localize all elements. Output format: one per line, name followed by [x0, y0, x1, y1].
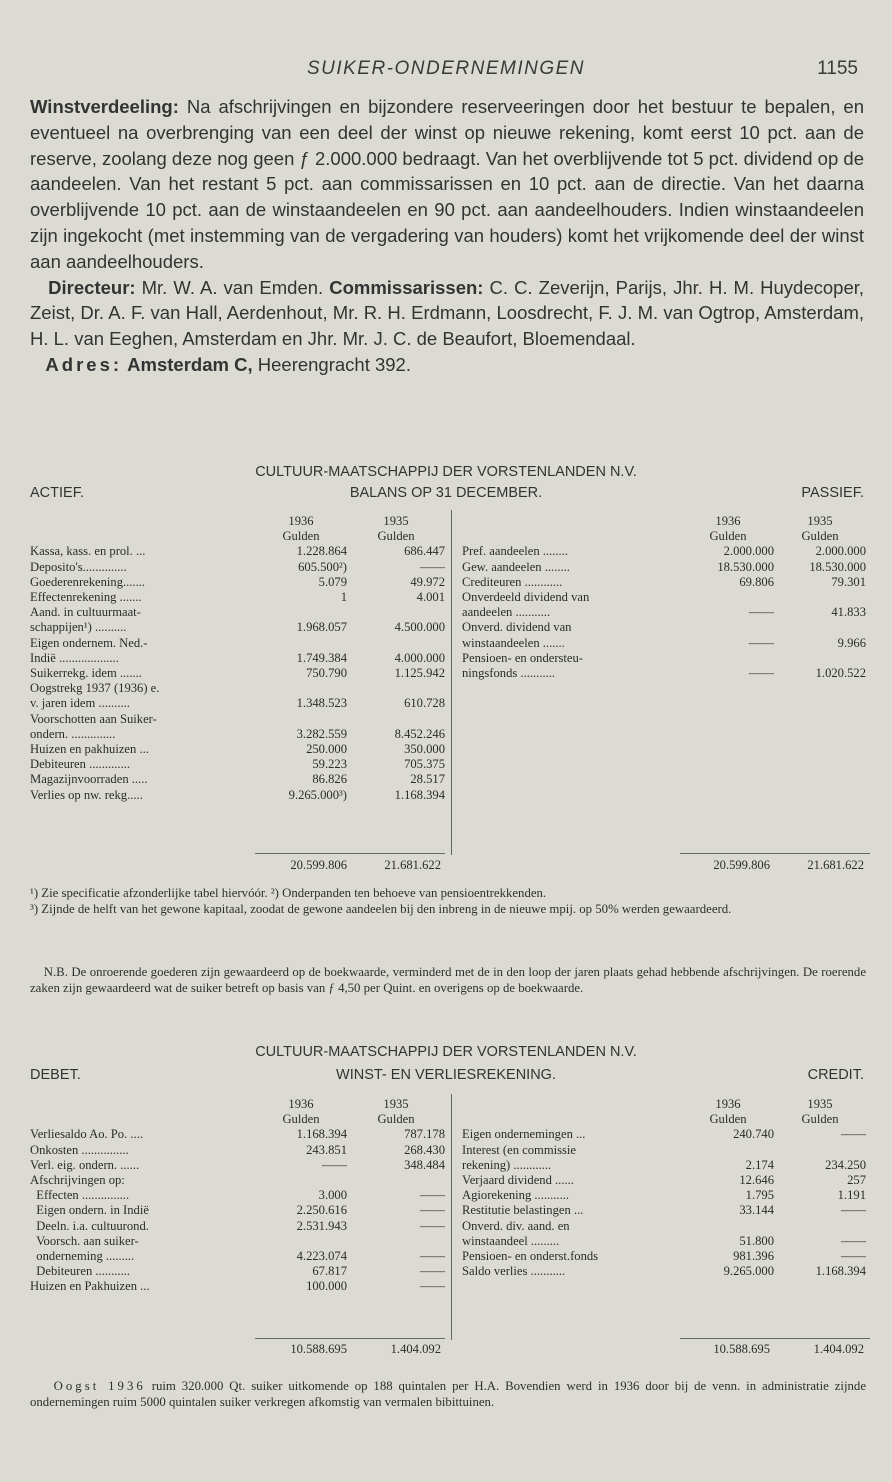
- unit-header: Gulden: [377, 1112, 415, 1127]
- row-label-line: Restitutie belastingen ...: [462, 1203, 584, 1218]
- row-label-line: Debiteuren .............: [30, 757, 131, 772]
- year-header: 1935: [383, 1097, 409, 1111]
- table-row: [30, 1158, 445, 1173]
- running-header: [0, 58, 892, 88]
- value-1935: ——: [840, 1249, 866, 1264]
- value-1936: 981.396: [733, 1249, 774, 1264]
- value-1935: 787.178: [404, 1127, 445, 1142]
- value-1936: 1.795: [745, 1188, 774, 1203]
- value-1935: 234.250: [825, 1157, 866, 1172]
- table-row: [30, 757, 445, 772]
- row-label: [30, 636, 255, 666]
- table-row: [30, 1143, 445, 1158]
- winst-divider: [451, 1094, 452, 1340]
- table-row: [30, 1219, 445, 1234]
- table-row: [30, 742, 445, 757]
- value-1936: ——: [748, 635, 774, 650]
- adres-label: Adres:: [45, 353, 123, 375]
- unit-header: Gulden: [801, 529, 839, 544]
- table-row: [462, 1188, 866, 1203]
- row-label-line: Kassa, kass. en prol. ...: [30, 544, 146, 559]
- row-label-line: Deposito's..............: [30, 559, 127, 574]
- value-1936: ——: [748, 605, 774, 620]
- row-label-line: Pensioen- en onderst.fonds: [462, 1249, 599, 1264]
- value-1935: 705.375: [404, 757, 445, 772]
- winst-company: CULTUUR-MAATSCHAPPIJ DER VORSTENLANDEN N.V.: [255, 1044, 637, 1060]
- value-1936: 243.851: [306, 1142, 347, 1157]
- credit-total-rule: [680, 1338, 870, 1339]
- value-1935: ——: [419, 1188, 445, 1203]
- table-row: [30, 772, 445, 787]
- value-1935: 1.168.394: [394, 787, 445, 802]
- table-row: [30, 590, 445, 605]
- row-label: [30, 1143, 255, 1158]
- page-number: 1155: [817, 58, 858, 79]
- passief-label: PASSIEF.: [801, 485, 864, 501]
- balans-divider: [451, 510, 452, 855]
- row-label-line: Aand. in cultuurmaat-: [30, 605, 141, 620]
- value-1935: 18.530.000: [809, 559, 866, 574]
- row-label: [30, 1188, 255, 1203]
- table-row: [30, 575, 445, 590]
- row-label: [462, 590, 682, 620]
- table-row: [462, 1143, 866, 1173]
- row-label-line: Verlies op nw. rekg.....: [30, 787, 143, 802]
- value-1936: 250.000: [306, 742, 347, 757]
- unit-header: Gulden: [282, 529, 320, 544]
- value-1935: 79.301: [831, 574, 866, 589]
- unit-header: Gulden: [282, 1112, 320, 1127]
- table-row: [30, 1173, 445, 1188]
- value-1936: 1.749.384: [296, 650, 347, 665]
- oogst-note: [30, 1379, 866, 1410]
- oogst-label: Oogst 1936: [53, 1379, 146, 1393]
- value-1936: ——: [748, 666, 774, 681]
- value-1936: 9.265.000³): [288, 787, 347, 802]
- row-label-line: Verliesaldo Ao. Po. ....: [30, 1127, 143, 1142]
- row-label-line: winstaandeel .........: [462, 1233, 560, 1248]
- row-label-line: Verl. eig. ondern. ......: [30, 1157, 140, 1172]
- value-1936: 2.531.943: [296, 1218, 347, 1233]
- row-label-line: winstaandeelen .......: [462, 635, 565, 650]
- row-label-line: Eigen ondern. in Indië: [30, 1203, 149, 1218]
- table-row: [462, 544, 866, 559]
- table-row: [30, 681, 445, 711]
- value-1936: 605.500²): [298, 559, 347, 574]
- row-label: [30, 605, 255, 635]
- winstverdeeling-paragraph: [30, 94, 864, 275]
- year-header: 1936: [715, 1097, 741, 1111]
- nb-label: N.B.: [43, 965, 68, 979]
- table-row: [462, 560, 866, 575]
- row-label: [30, 742, 255, 757]
- row-label-line: Onverdeeld dividend van: [462, 590, 590, 605]
- row-label: [462, 1188, 682, 1203]
- row-label-line: Gew. aandeelen ........: [462, 559, 570, 574]
- row-label-line: v. jaren idem ..........: [30, 696, 130, 711]
- commissarissen-label: Commissarissen:: [329, 276, 484, 298]
- row-label: [30, 575, 255, 590]
- value-1936: 4.223.074: [296, 1249, 347, 1264]
- value-1936: 3.000: [318, 1188, 347, 1203]
- value-1935: 1.020.522: [815, 666, 866, 681]
- credit-totals: [678, 1342, 868, 1357]
- year-header: 1935: [807, 514, 833, 528]
- value-1935: [347, 1173, 445, 1188]
- row-label-line: Onverd. dividend van: [462, 620, 572, 635]
- debet-table: [30, 1097, 445, 1295]
- table-row: [462, 1203, 866, 1218]
- oogst-text: ruim 320.000 Qt. suiker uitkomende op 188 quintalen per H.A. Bovendien werd in 1936 door bij de venn. in administratie zijnde ondernemingen ruim 5000 quintalen suiker verkregen afkomstig van vermalen bibittuinen.: [30, 1379, 867, 1409]
- value-1936: 51.800: [739, 1233, 774, 1248]
- value-1935: 268.430: [404, 1142, 445, 1157]
- value-1936: 33.144: [739, 1203, 774, 1218]
- value-1935: 28.517: [410, 772, 445, 787]
- credit-label: CREDIT.: [807, 1067, 864, 1083]
- row-label-line: Effecten ...............: [30, 1188, 130, 1203]
- year-header: 1935: [383, 514, 409, 528]
- value-1936: 67.817: [312, 1264, 347, 1279]
- value-1936: 1.348.523: [296, 696, 347, 711]
- footnote-1: ¹) Zie specificatie afzonderlijke tabel hiervóór. ²) Onderpanden ten behoeve van pensioentrekkenden.: [30, 886, 547, 900]
- passief-total-rule: [680, 853, 870, 854]
- table-row: [462, 575, 866, 590]
- adres-text: Heerengracht 392.: [257, 353, 411, 375]
- row-label-line: ondern. ..............: [30, 726, 116, 741]
- row-label: [462, 1264, 682, 1279]
- row-label-line: Crediteuren ............: [462, 574, 563, 589]
- row-label-line: Voorsch. aan suiker-: [30, 1233, 139, 1248]
- value-1935: 4.000.000: [394, 650, 445, 665]
- nb-text: De onroerende goederen zijn gewaardeerd op de boekwaarde, verminderd met de in den loop der jaren plaats gehad hebbende afschrijvingen. De roerende zaken zijn gewaardeerd wat de suiker betreft op basis van ƒ 4,50 per Quint. en overigens op de boekwaarde.: [30, 965, 867, 995]
- value-1935: 257: [847, 1173, 866, 1188]
- row-label: [462, 1219, 682, 1249]
- value-1935: 610.728: [404, 696, 445, 711]
- row-label: [462, 560, 682, 575]
- debet-total-1935: 1.404.092: [390, 1342, 441, 1356]
- debet-total-rule: [255, 1338, 445, 1339]
- table-row: [30, 666, 445, 681]
- directors-paragraph: [30, 275, 864, 352]
- winst-label: Winstverdeeling:: [30, 96, 179, 117]
- row-label-line: Huizen en pakhuizen ...: [30, 742, 149, 757]
- row-label-line: aandeelen ...........: [462, 605, 551, 620]
- row-label: [30, 544, 255, 559]
- table-row: [30, 544, 445, 559]
- actief-total-1936: 20.599.806: [290, 858, 347, 872]
- value-1936: 69.806: [739, 574, 774, 589]
- value-1936: 2.174: [745, 1157, 774, 1172]
- row-label-line: Deeln. i.a. cultuurond.: [30, 1218, 149, 1233]
- value-1936: 12.646: [739, 1173, 774, 1188]
- actief-total-1935: 21.681.622: [384, 858, 441, 872]
- debet-label: DEBET.: [30, 1067, 81, 1083]
- row-label-line: Onkosten ...............: [30, 1142, 129, 1157]
- row-label: [30, 772, 255, 787]
- value-1936: 18.530.000: [717, 559, 774, 574]
- value-1936: 100.000: [306, 1279, 347, 1294]
- passief-totals: [678, 858, 868, 873]
- row-label-line: Onverd. div. aand. en: [462, 1218, 570, 1233]
- row-label: [30, 560, 255, 575]
- row-label: [30, 712, 255, 742]
- value-1935: ——: [419, 1218, 445, 1233]
- row-label: [30, 788, 255, 803]
- value-1936: 750.790: [306, 666, 347, 681]
- row-label: [30, 666, 255, 681]
- table-row: [30, 1203, 445, 1218]
- row-label-line: ningsfonds ...........: [462, 666, 556, 681]
- passief-table: [462, 514, 866, 681]
- passief-total-1936: 20.599.806: [713, 858, 770, 872]
- row-label-line: Eigen ondernem. Ned.-: [30, 635, 148, 650]
- row-label: [462, 575, 682, 590]
- balans-title: BALANS OP 31 DECEMBER.: [349, 485, 543, 501]
- passief-total-1935: 21.681.622: [807, 858, 864, 872]
- value-1936: ——: [321, 1157, 347, 1172]
- value-1935: ——: [840, 1203, 866, 1218]
- credit-total-1935: 1.404.092: [813, 1342, 864, 1356]
- row-label: [462, 1203, 682, 1218]
- table-row: [462, 1127, 866, 1142]
- row-label-line: Saldo verlies ...........: [462, 1264, 566, 1279]
- value-1935: 8.452.246: [394, 726, 445, 741]
- row-label: [462, 1127, 682, 1142]
- value-1935: ——: [840, 1127, 866, 1142]
- directeur-label: Directeur:: [48, 276, 136, 298]
- year-header: 1936: [288, 514, 314, 528]
- balans-company: CULTUUR-MAATSCHAPPIJ DER VORSTENLANDEN N.V.: [255, 464, 637, 480]
- value-1935: ——: [840, 1233, 866, 1248]
- value-1935: 1.125.942: [394, 666, 445, 681]
- row-label-line: Suikerrekg. idem .......: [30, 666, 142, 681]
- value-1935: ——: [419, 1279, 445, 1294]
- row-label-line: Indië ...................: [30, 650, 119, 665]
- row-label-line: schappijen¹) ..........: [30, 620, 127, 635]
- row-label: [30, 590, 255, 605]
- value-1935: 9.966: [837, 635, 866, 650]
- debet-total-1936: 10.588.695: [290, 1342, 347, 1356]
- row-label-line: onderneming .........: [30, 1249, 135, 1264]
- row-label: [30, 1234, 255, 1264]
- table-row: [30, 560, 445, 575]
- row-label-line: Debiteuren ...........: [30, 1264, 131, 1279]
- value-1935: 686.447: [404, 544, 445, 559]
- table-row: [30, 1234, 445, 1264]
- table-row: [30, 1279, 445, 1294]
- unit-header: Gulden: [709, 529, 747, 544]
- table-row: [462, 590, 866, 620]
- value-1936: 9.265.000: [723, 1264, 774, 1279]
- debet-totals: [255, 1342, 445, 1357]
- value-1935: ——: [419, 559, 445, 574]
- row-label: [462, 620, 682, 650]
- year-header: 1936: [288, 1097, 314, 1111]
- value-1935: 348.484: [404, 1157, 445, 1172]
- table-row: [462, 1219, 866, 1249]
- page-title: SUIKER-ONDERNEMINGEN: [306, 58, 586, 79]
- row-label: [30, 1203, 255, 1218]
- row-label-line: rekening) ............: [462, 1157, 552, 1172]
- value-1935: 41.833: [831, 605, 866, 620]
- table-row: [462, 1173, 866, 1188]
- value-1936: 1.228.864: [296, 544, 347, 559]
- row-label: [30, 1158, 255, 1173]
- row-label-line: Agiorekening ...........: [462, 1188, 570, 1203]
- value-1935: ——: [419, 1203, 445, 1218]
- winst-text: Na afschrijvingen en bijzondere reserveeringen door het bestuur te bepalen, en eventueel na overbrenging van een deel der winst op nieuwe rekening, komt eerst 10 pct. aan de reserve, zoolang deze nog geen ƒ 2.000.000 bedraagt. Van het overblijvende tot 5 pct. dividend op de aandeelen. Van het restant 5 pct. aan commissarissen en 10 pct. aan de directie. Van het daarna overblijvende 10 pct. aan de winstaandeelen en 90 pct. aan aandeelhouders. Indien winstaandeelen zijn ingekocht (met instemming van de vergadering van houders) komt het vrijkomende deel der winst aan aandeelhouders.: [30, 96, 865, 272]
- adres-paragraph: [30, 352, 864, 378]
- value-1936: 5.079: [318, 574, 347, 589]
- value-1935: 1.168.394: [815, 1264, 866, 1279]
- value-1935: ——: [419, 1249, 445, 1264]
- value-1936: 1.168.394: [296, 1127, 347, 1142]
- value-1935: ——: [419, 1264, 445, 1279]
- table-row: [30, 712, 445, 742]
- table-row: [30, 1188, 445, 1203]
- intro-section: [30, 94, 864, 378]
- table-row: [462, 620, 866, 650]
- actief-totals: [255, 858, 445, 873]
- commissarissen-text: C. C. Zeverijn, Parijs, Jhr. H. M. Huydecoper, Zeist, Dr. A. F. van Hall, Aerdenhout, Mr. R. H. Erdmann, Loosdrecht, F. J. M. van Ogtrop, Amsterdam, H. L. van Eeghen, Amsterdam en Jhr. Mr. J. C. de Beaufort, Bloemendaal.: [30, 276, 865, 350]
- actief-label: ACTIEF.: [30, 485, 84, 501]
- value-1936: 240.740: [733, 1127, 774, 1142]
- year-header: 1935: [807, 1097, 833, 1111]
- directeur-text: Mr. W. A. van Emden.: [141, 276, 324, 298]
- unit-header: Gulden: [709, 1112, 747, 1127]
- row-label-line: Pensioen- en ondersteu-: [462, 650, 584, 665]
- row-label: [30, 681, 255, 711]
- row-label-line: Huizen en Pakhuizen ...: [30, 1279, 150, 1294]
- value-1936: 2.000.000: [723, 544, 774, 559]
- row-label-line: Eigen ondernemingen ...: [462, 1127, 586, 1142]
- row-label: [462, 544, 682, 559]
- adres-city: Amsterdam C,: [127, 353, 253, 375]
- row-label-line: Goederenrekening.......: [30, 574, 146, 589]
- credit-table: [462, 1097, 866, 1279]
- value-1936: 59.223: [312, 757, 347, 772]
- value-1936: 86.826: [312, 772, 347, 787]
- row-label: [30, 1279, 255, 1294]
- value-1936: 3.282.559: [296, 726, 347, 741]
- nb-note: [30, 965, 866, 996]
- value-1936: 2.250.616: [296, 1203, 347, 1218]
- row-label-line: Afschrijvingen op:: [30, 1173, 125, 1188]
- value-1935: 2.000.000: [815, 544, 866, 559]
- value-1935: 1.191: [837, 1188, 866, 1203]
- year-header: 1936: [715, 514, 741, 528]
- balans-footnotes: [30, 886, 866, 917]
- table-row: [30, 605, 445, 635]
- value-1936: [255, 1173, 347, 1188]
- table-row: [30, 1264, 445, 1279]
- actief-total-rule: [255, 853, 445, 854]
- table-row: [30, 1127, 445, 1142]
- row-label-line: Voorschotten aan Suiker-: [30, 711, 157, 726]
- row-label: [30, 1219, 255, 1234]
- value-1936: 1: [340, 590, 347, 605]
- table-row: [30, 636, 445, 666]
- row-label: [462, 1249, 682, 1264]
- row-label: [462, 1173, 682, 1188]
- row-label-line: Effectenrekening .......: [30, 590, 142, 605]
- footnote-2: ³) Zijnde de helft van het gewone kapitaal, zoodat de gewone aandeelen bij den inbreng in de nieuwe mpij. op 50% werden gewaardeerd.: [30, 901, 732, 916]
- value-1935: 350.000: [404, 742, 445, 757]
- table-row: [30, 788, 445, 803]
- unit-header: Gulden: [377, 529, 415, 544]
- row-label: [30, 1264, 255, 1279]
- row-label: [30, 757, 255, 772]
- row-label-line: Pref. aandeelen ........: [462, 544, 568, 559]
- value-1935: 49.972: [410, 574, 445, 589]
- unit-header: Gulden: [801, 1112, 839, 1127]
- row-label: [30, 1173, 255, 1188]
- value-1936: 1.968.057: [296, 620, 347, 635]
- credit-total-1936: 10.588.695: [713, 1342, 770, 1356]
- row-label-line: Verjaard dividend ......: [462, 1173, 574, 1188]
- value-1935: 4.500.000: [394, 620, 445, 635]
- table-row: [462, 651, 866, 681]
- row-label-line: Magazijnvoorraden .....: [30, 772, 148, 787]
- table-row: [462, 1249, 866, 1264]
- row-label: [30, 1127, 255, 1142]
- row-label: [462, 651, 682, 681]
- table-row: [462, 1264, 866, 1279]
- actief-table: [30, 514, 445, 803]
- row-label-line: Oogstrekg 1937 (1936) e.: [30, 681, 160, 696]
- row-label-line: Interest (en commissie: [462, 1142, 577, 1157]
- value-1935: 4.001: [416, 590, 445, 605]
- row-label: [462, 1143, 682, 1173]
- winst-title: WINST- EN VERLIESREKENING.: [336, 1067, 556, 1083]
